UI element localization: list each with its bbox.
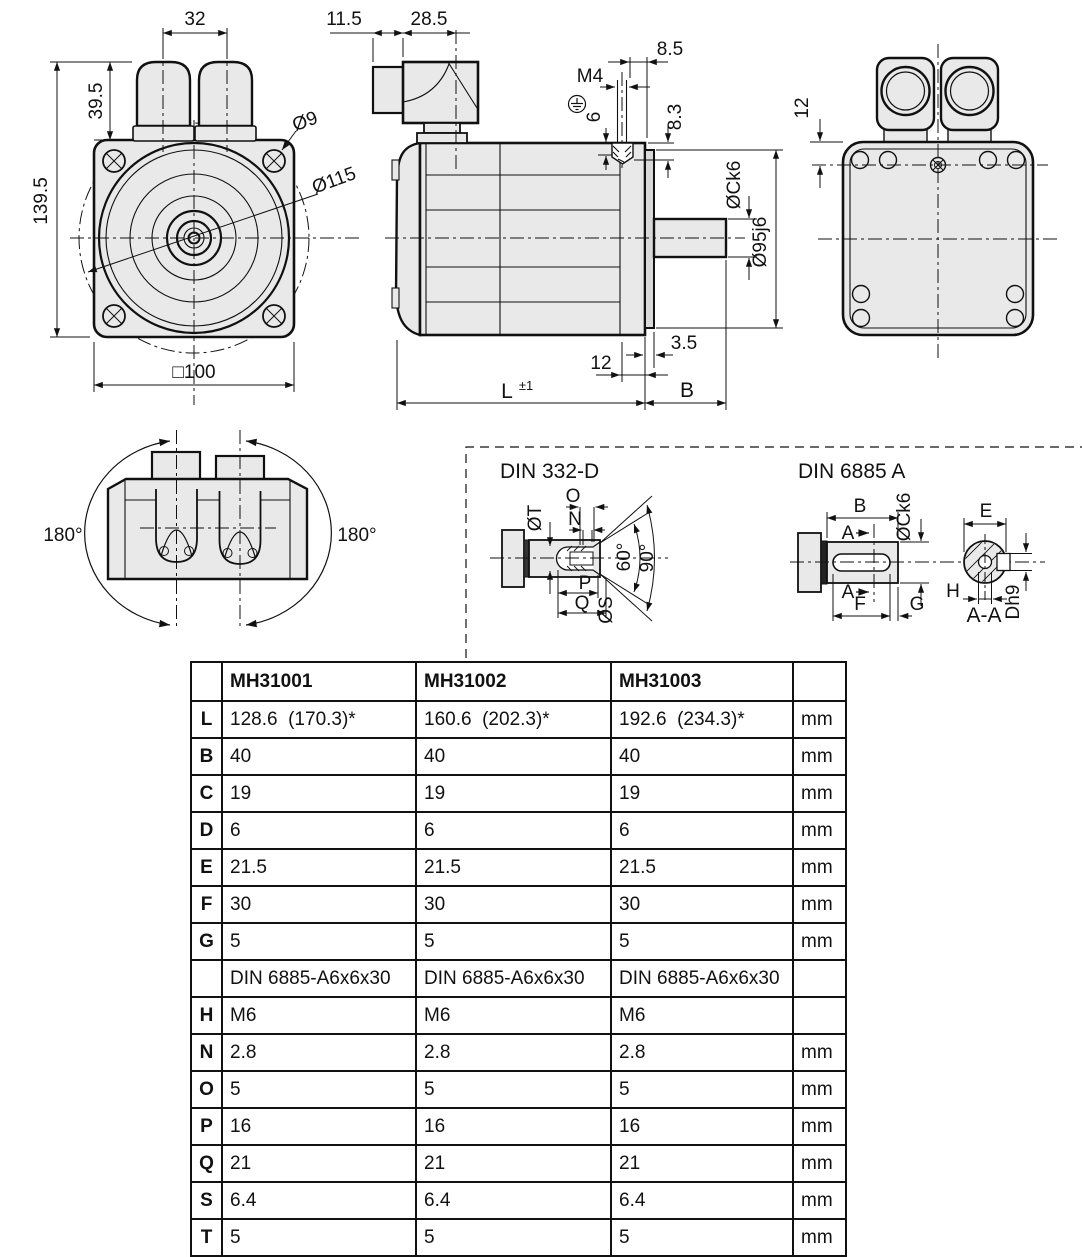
row-value: 5 — [611, 1219, 793, 1256]
row-unit: mm — [793, 1145, 846, 1182]
label-L: L — [501, 380, 513, 403]
row-unit — [793, 960, 846, 997]
label-180-right: 180° — [337, 525, 377, 546]
label-B: B — [679, 379, 695, 402]
dim-table-body — [191, 701, 846, 1256]
din6885-title: DIN 6885 A — [798, 460, 906, 483]
row-value: 2.8 — [611, 1034, 793, 1071]
back-view — [792, 44, 1058, 362]
row-unit: mm — [793, 812, 846, 849]
front-view — [31, 9, 362, 405]
header-model-3: MH31003 — [611, 662, 793, 701]
side-connector-gland — [373, 67, 404, 113]
label-B-key: B — [853, 496, 867, 517]
label-P: P — [578, 573, 592, 594]
table-row — [191, 1108, 846, 1145]
table-row — [191, 960, 846, 997]
table-header-row — [191, 662, 846, 701]
row-key: L — [191, 701, 222, 738]
row-unit: mm — [793, 1034, 846, 1071]
label-A-bot: A — [841, 582, 855, 603]
row-value: 16 — [611, 1108, 793, 1145]
din6885-detail — [790, 460, 1045, 627]
row-key: F — [191, 886, 222, 923]
header-blank — [191, 662, 222, 701]
row-key: H — [191, 997, 222, 1034]
header-unit-blank — [793, 662, 846, 701]
dim-12-back: 12 — [792, 97, 813, 119]
dim-12-side: 12 — [590, 353, 612, 374]
label-O: O — [565, 486, 581, 507]
table-row — [191, 1182, 846, 1219]
row-value: 6 — [416, 812, 611, 849]
row-value: 6.4 — [222, 1182, 416, 1219]
dim-32: 32 — [184, 9, 206, 30]
label-AA: A-A — [966, 604, 1002, 627]
dim-8-3: 8.3 — [665, 103, 686, 131]
label-60deg: 60° — [614, 542, 635, 572]
label-H: H — [946, 581, 960, 602]
table-row — [191, 923, 846, 960]
back-connector-left — [877, 58, 934, 130]
table-row — [191, 1034, 846, 1071]
row-value: 6 — [222, 812, 416, 849]
row-unit: mm — [793, 1182, 846, 1219]
row-key: E — [191, 849, 222, 886]
row-value: 21.5 — [416, 849, 611, 886]
label-N: N — [568, 509, 582, 530]
row-value: 192.6 (234.3)* — [611, 701, 793, 738]
row-key: B — [191, 738, 222, 775]
row-value: DIN 6885-A6x6x30 — [416, 960, 611, 997]
row-value: 21 — [222, 1145, 416, 1182]
row-unit: mm — [793, 701, 846, 738]
dimension-table — [190, 661, 847, 1257]
row-value: 21 — [611, 1145, 793, 1182]
label-ck6-key: ØCk6 — [894, 492, 915, 542]
rear-cover — [396, 143, 420, 335]
row-value: DIN 6885-A6x6x30 — [611, 960, 793, 997]
row-value: 6 — [611, 812, 793, 849]
table-row — [191, 997, 846, 1034]
row-value: 160.6 (202.3)* — [416, 701, 611, 738]
row-unit: mm — [793, 849, 846, 886]
row-unit — [793, 997, 846, 1034]
ground-symbol-icon — [569, 96, 586, 113]
table-row — [191, 849, 846, 886]
rotation-body — [108, 479, 307, 579]
row-value: 5 — [222, 1071, 416, 1108]
row-value: 21.5 — [611, 849, 793, 886]
row-value: DIN 6885-A6x6x30 — [222, 960, 416, 997]
table-row — [191, 1071, 846, 1108]
row-value: 128.6 (170.3)* — [222, 701, 416, 738]
row-value: 16 — [416, 1108, 611, 1145]
row-value: 5 — [611, 923, 793, 960]
motor-body — [420, 143, 645, 335]
back-connector-right — [941, 58, 998, 130]
row-value: 30 — [222, 886, 416, 923]
row-key: N — [191, 1034, 222, 1071]
row-value: M6 — [222, 997, 416, 1034]
row-key: D — [191, 812, 222, 849]
row-unit: mm — [793, 775, 846, 812]
row-value: 40 — [416, 738, 611, 775]
label-G: G — [909, 594, 925, 615]
row-value: 19 — [222, 775, 416, 812]
row-value: 40 — [611, 738, 793, 775]
row-value: 19 — [416, 775, 611, 812]
row-key: G — [191, 923, 222, 960]
dim-8-5: 8.5 — [656, 39, 684, 60]
label-m4: M4 — [576, 66, 604, 87]
label-A-top: A — [841, 523, 855, 544]
flange-spigot — [645, 150, 654, 328]
table-row — [191, 701, 846, 738]
din332-detail — [490, 460, 668, 624]
row-value: 5 — [222, 1219, 416, 1256]
header-model-1: MH31001 — [222, 662, 416, 701]
dim-139-5: 139.5 — [31, 177, 52, 225]
label-Q: Q — [574, 593, 590, 614]
row-value: 5 — [416, 923, 611, 960]
side-view — [326, 9, 783, 410]
row-value: 5 — [416, 1219, 611, 1256]
label-90deg: 90° — [637, 543, 658, 573]
row-unit: mm — [793, 1108, 846, 1145]
row-value: 40 — [222, 738, 416, 775]
row-value: 5 — [416, 1071, 611, 1108]
row-value: 5 — [611, 1071, 793, 1108]
row-unit: mm — [793, 886, 846, 923]
row-value: 19 — [611, 775, 793, 812]
row-key: Q — [191, 1145, 222, 1182]
row-key: P — [191, 1108, 222, 1145]
label-d115: Ø115 — [309, 163, 359, 199]
dim-6: 6 — [584, 111, 605, 123]
row-value: 21.5 — [222, 849, 416, 886]
label-L-tol: ±1 — [518, 378, 534, 393]
row-value: 21 — [416, 1145, 611, 1182]
row-value: M6 — [611, 997, 793, 1034]
row-unit: mm — [793, 1219, 846, 1256]
label-ck6-side: ØCk6 — [724, 160, 745, 210]
header-model-2: MH31002 — [416, 662, 611, 701]
row-key: C — [191, 775, 222, 812]
front-connector-right — [199, 62, 252, 126]
label-dh9: Dh9 — [1003, 584, 1024, 620]
table-row — [191, 738, 846, 775]
row-key — [191, 960, 222, 997]
row-unit: mm — [793, 738, 846, 775]
label-F: F — [854, 594, 866, 615]
table-row — [191, 1219, 846, 1256]
front-connector-right-collar — [195, 126, 256, 141]
label-d9: Ø9 — [289, 107, 321, 137]
row-unit: mm — [793, 923, 846, 960]
row-key: S — [191, 1182, 222, 1219]
label-95j6: Ø95j6 — [750, 216, 771, 268]
dim-28-5: 28.5 — [410, 9, 448, 30]
row-value: 2.8 — [222, 1034, 416, 1071]
row-value: 30 — [416, 886, 611, 923]
table-row — [191, 886, 846, 923]
rotation-view — [43, 430, 376, 630]
label-180-left: 180° — [43, 525, 83, 546]
table-row — [191, 812, 846, 849]
dim-3-5: 3.5 — [670, 333, 698, 354]
table-row — [191, 775, 846, 812]
row-value: 5 — [222, 923, 416, 960]
row-value: 6.4 — [611, 1182, 793, 1219]
row-value: 30 — [611, 886, 793, 923]
dim-39-5: 39.5 — [86, 82, 107, 120]
label-dT: ØT — [525, 504, 546, 532]
row-unit: mm — [793, 1071, 846, 1108]
row-value: 2.8 — [416, 1034, 611, 1071]
row-value: 16 — [222, 1108, 416, 1145]
table-row — [191, 1145, 846, 1182]
dim-sq100: □100 — [172, 362, 216, 383]
label-dS: ØS — [596, 596, 617, 624]
row-value: M6 — [416, 997, 611, 1034]
row-value: 6.4 — [416, 1182, 611, 1219]
dim-11-5: 11.5 — [326, 9, 362, 30]
row-key: T — [191, 1219, 222, 1256]
label-E: E — [979, 501, 993, 522]
row-key: O — [191, 1071, 222, 1108]
din332-title: DIN 332-D — [500, 460, 600, 483]
